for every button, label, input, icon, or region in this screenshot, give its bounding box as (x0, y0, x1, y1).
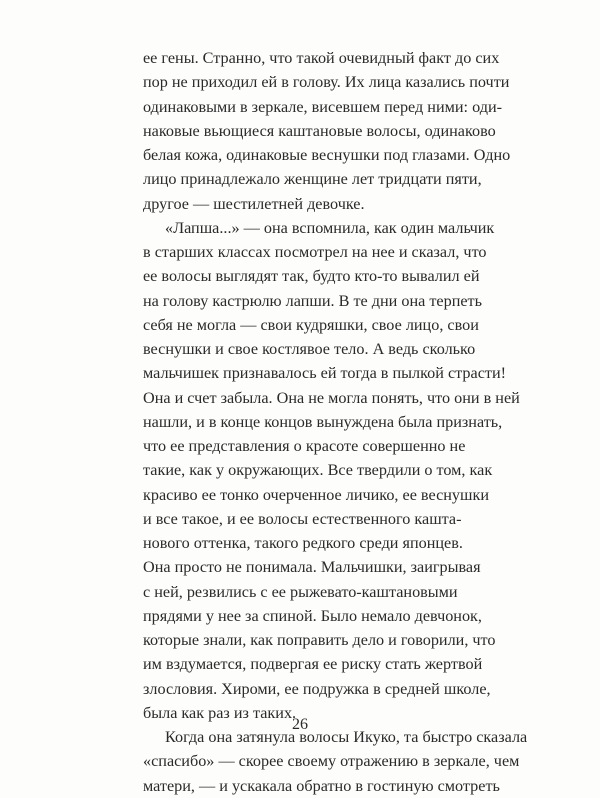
text-line: лицо принадлежало женщине лет тридцати пяти, (143, 170, 482, 189)
text-line: «Лапша...» — она вспомнила, как один мальчик (165, 218, 495, 237)
text-line: такие, как у окружающих. Все твердили о том, как (143, 461, 493, 480)
text-line: веснушки и свое костлявое тело. А ведь сколько (143, 340, 476, 358)
text-line: что ее представления о красоте совершенно не (143, 437, 466, 455)
text-line: «спасибо» — скорее своему отражению в зеркале, чем (143, 752, 520, 771)
text-line: прядями у нее за спиной. Было немало девчонок, (143, 606, 482, 625)
text-line: ее волосы выглядят так, будто кто-то вывалил ей (143, 267, 480, 286)
text-line: одинаковыми в зеркале, висевшем перед ними: оди- (143, 97, 502, 116)
page-number: 26 (292, 716, 308, 733)
text-line: и все такое, и ее волосы естественного кашта- (143, 509, 462, 528)
text-line: себя не могла — свои кудряшки, свое лицо, свои (143, 315, 479, 334)
page-body-text (143, 46, 528, 798)
text-line: нашли, и в конце концов вынуждена была признать, (143, 412, 503, 431)
text-line: была как раз из таких. (143, 703, 297, 722)
text-line: белая кожа, одинаковые веснушки под глазами. Одно (143, 146, 511, 164)
text-line: в старших классах посмотрел на нее и сказал, что (143, 243, 487, 261)
text-line: другое — шестилетней девочке. (143, 194, 365, 213)
text-line: красиво ее тонко очерченное личико, ее веснушки (143, 485, 490, 504)
text-line: которые знали, как поправить дело и говорили, что (143, 631, 496, 649)
text-line: Когда она затянула волосы Икуко, та быстро сказала (165, 728, 528, 746)
text-line: наковые вьющиеся каштановые волосы, одинаково (143, 121, 496, 140)
text-line: на голову кастрюлю лапши. В те дни она терпеть (143, 291, 483, 310)
text-line: Она просто не понимала. Мальчишки, заигрывая (143, 558, 481, 577)
text-line: с ней, резвились с ее рыжевато-каштановыми (143, 582, 458, 601)
text-line: нового оттенка, такого редкого среди японцев. (143, 534, 463, 552)
text-line: пор не приходил ей в голову. Их лица казались почти (143, 73, 510, 92)
text-line: им вздумается, подвергая ее риску стать жертвой (143, 655, 483, 674)
text-line: матери, — и ускакала обратно в гостиную смотреть (143, 776, 500, 795)
text-line: ее гены. Странно, что такой очевидный факт до сих (143, 49, 500, 67)
text-line: Она и счет забыла. Она не могла понять, что они в ней (143, 388, 520, 407)
text-line: мальчишек признавалось ей тогда в пылкой страсти! (143, 364, 507, 383)
text-line: злословия. Хироми, ее подружка в средней школе, (143, 679, 491, 698)
